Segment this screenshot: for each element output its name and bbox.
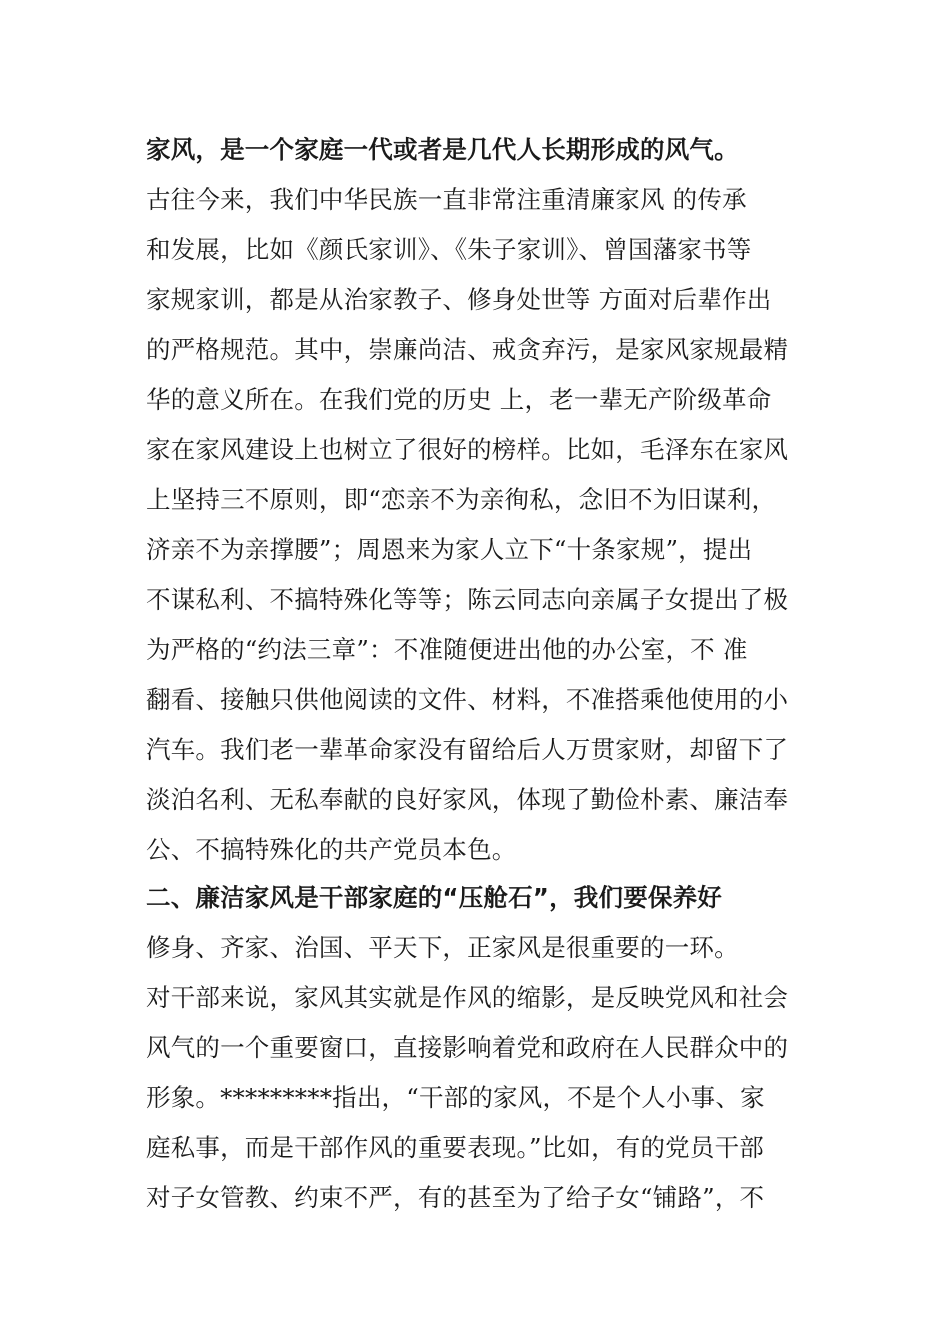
paragraph-line: 家规家训，都是从治家教子、修身处世等 方面对后辈作出 <box>146 285 772 314</box>
paragraph-line: 为严格的“约法三章”：不准随便进出他的办公室，不 准 <box>146 635 748 664</box>
paragraph-line: 上坚持三不原则，即“恋亲不为亲徇私，念旧不为旧谋利， <box>146 485 777 514</box>
paragraph-line: 和发展，比如《颜氏家训》、《朱子家训》、曾国藩家书等 <box>146 235 752 264</box>
paragraph-line: 对干部来说，家风其实就是作风的缩影，是反映党风和社会 <box>146 983 789 1012</box>
paragraph-line: 对子女管教、约束不严，有的甚至为了给子女“铺路”，不 <box>146 1183 765 1212</box>
paragraph-line: 翻看、接触只供他阅读的文件、材料，不准搭乘他使用的小 <box>146 685 789 714</box>
paragraph-line: 淡泊名利、无私奉献的良好家风，体现了勤俭朴素、廉洁奉 <box>146 785 789 814</box>
section-heading: 二、廉洁家风是干部家庭的“压舱石”，我们要保养好 <box>146 883 723 912</box>
paragraph-line: 修身、齐家、治国、平天下，正家风是很重要的一环。 <box>146 933 739 962</box>
paragraph-line: 公、不搞特殊化的共产党员本色。 <box>146 835 517 864</box>
intro-bold-line: 家风，是一个家庭一代或者是几代人长期形成的风气。 <box>146 135 739 164</box>
paragraph-line: 风气的一个重要窗口，直接影响着党和政府在人民群众中的 <box>146 1033 789 1062</box>
paragraph-line: 家在家风建设上也树立了很好的榜样。比如，毛泽东在家风 <box>146 435 789 464</box>
paragraph-line: 汽车。我们老一辈革命家没有留给后人万贯家财，却留下了 <box>146 735 789 764</box>
paragraph-line: 古往今来，我们中华民族一直非常注重清廉家风 的传承 <box>146 185 747 214</box>
paragraph-line: 济亲不为亲撑腰”；周恩来为家人立下“十条家规”，提出 <box>146 535 753 564</box>
paragraph-line: 华的意义所在。在我们党的历史 上，老一辈无产阶级革命 <box>146 385 772 414</box>
paragraph-line: 形象。*********指出，“干部的家风，不是个人小事、家 <box>146 1083 765 1112</box>
paragraph-line: 的严格规范。其中，崇廉尚洁、戒贪弃污，是家风家规最精 <box>146 335 789 364</box>
paragraph-line: 庭私事，而是干部作风的重要表现。”比如，有的党员干部 <box>146 1133 764 1162</box>
paragraph-line: 不谋私利、不搞特殊化等等；陈云同志向亲属子女提出了极 <box>146 585 789 614</box>
